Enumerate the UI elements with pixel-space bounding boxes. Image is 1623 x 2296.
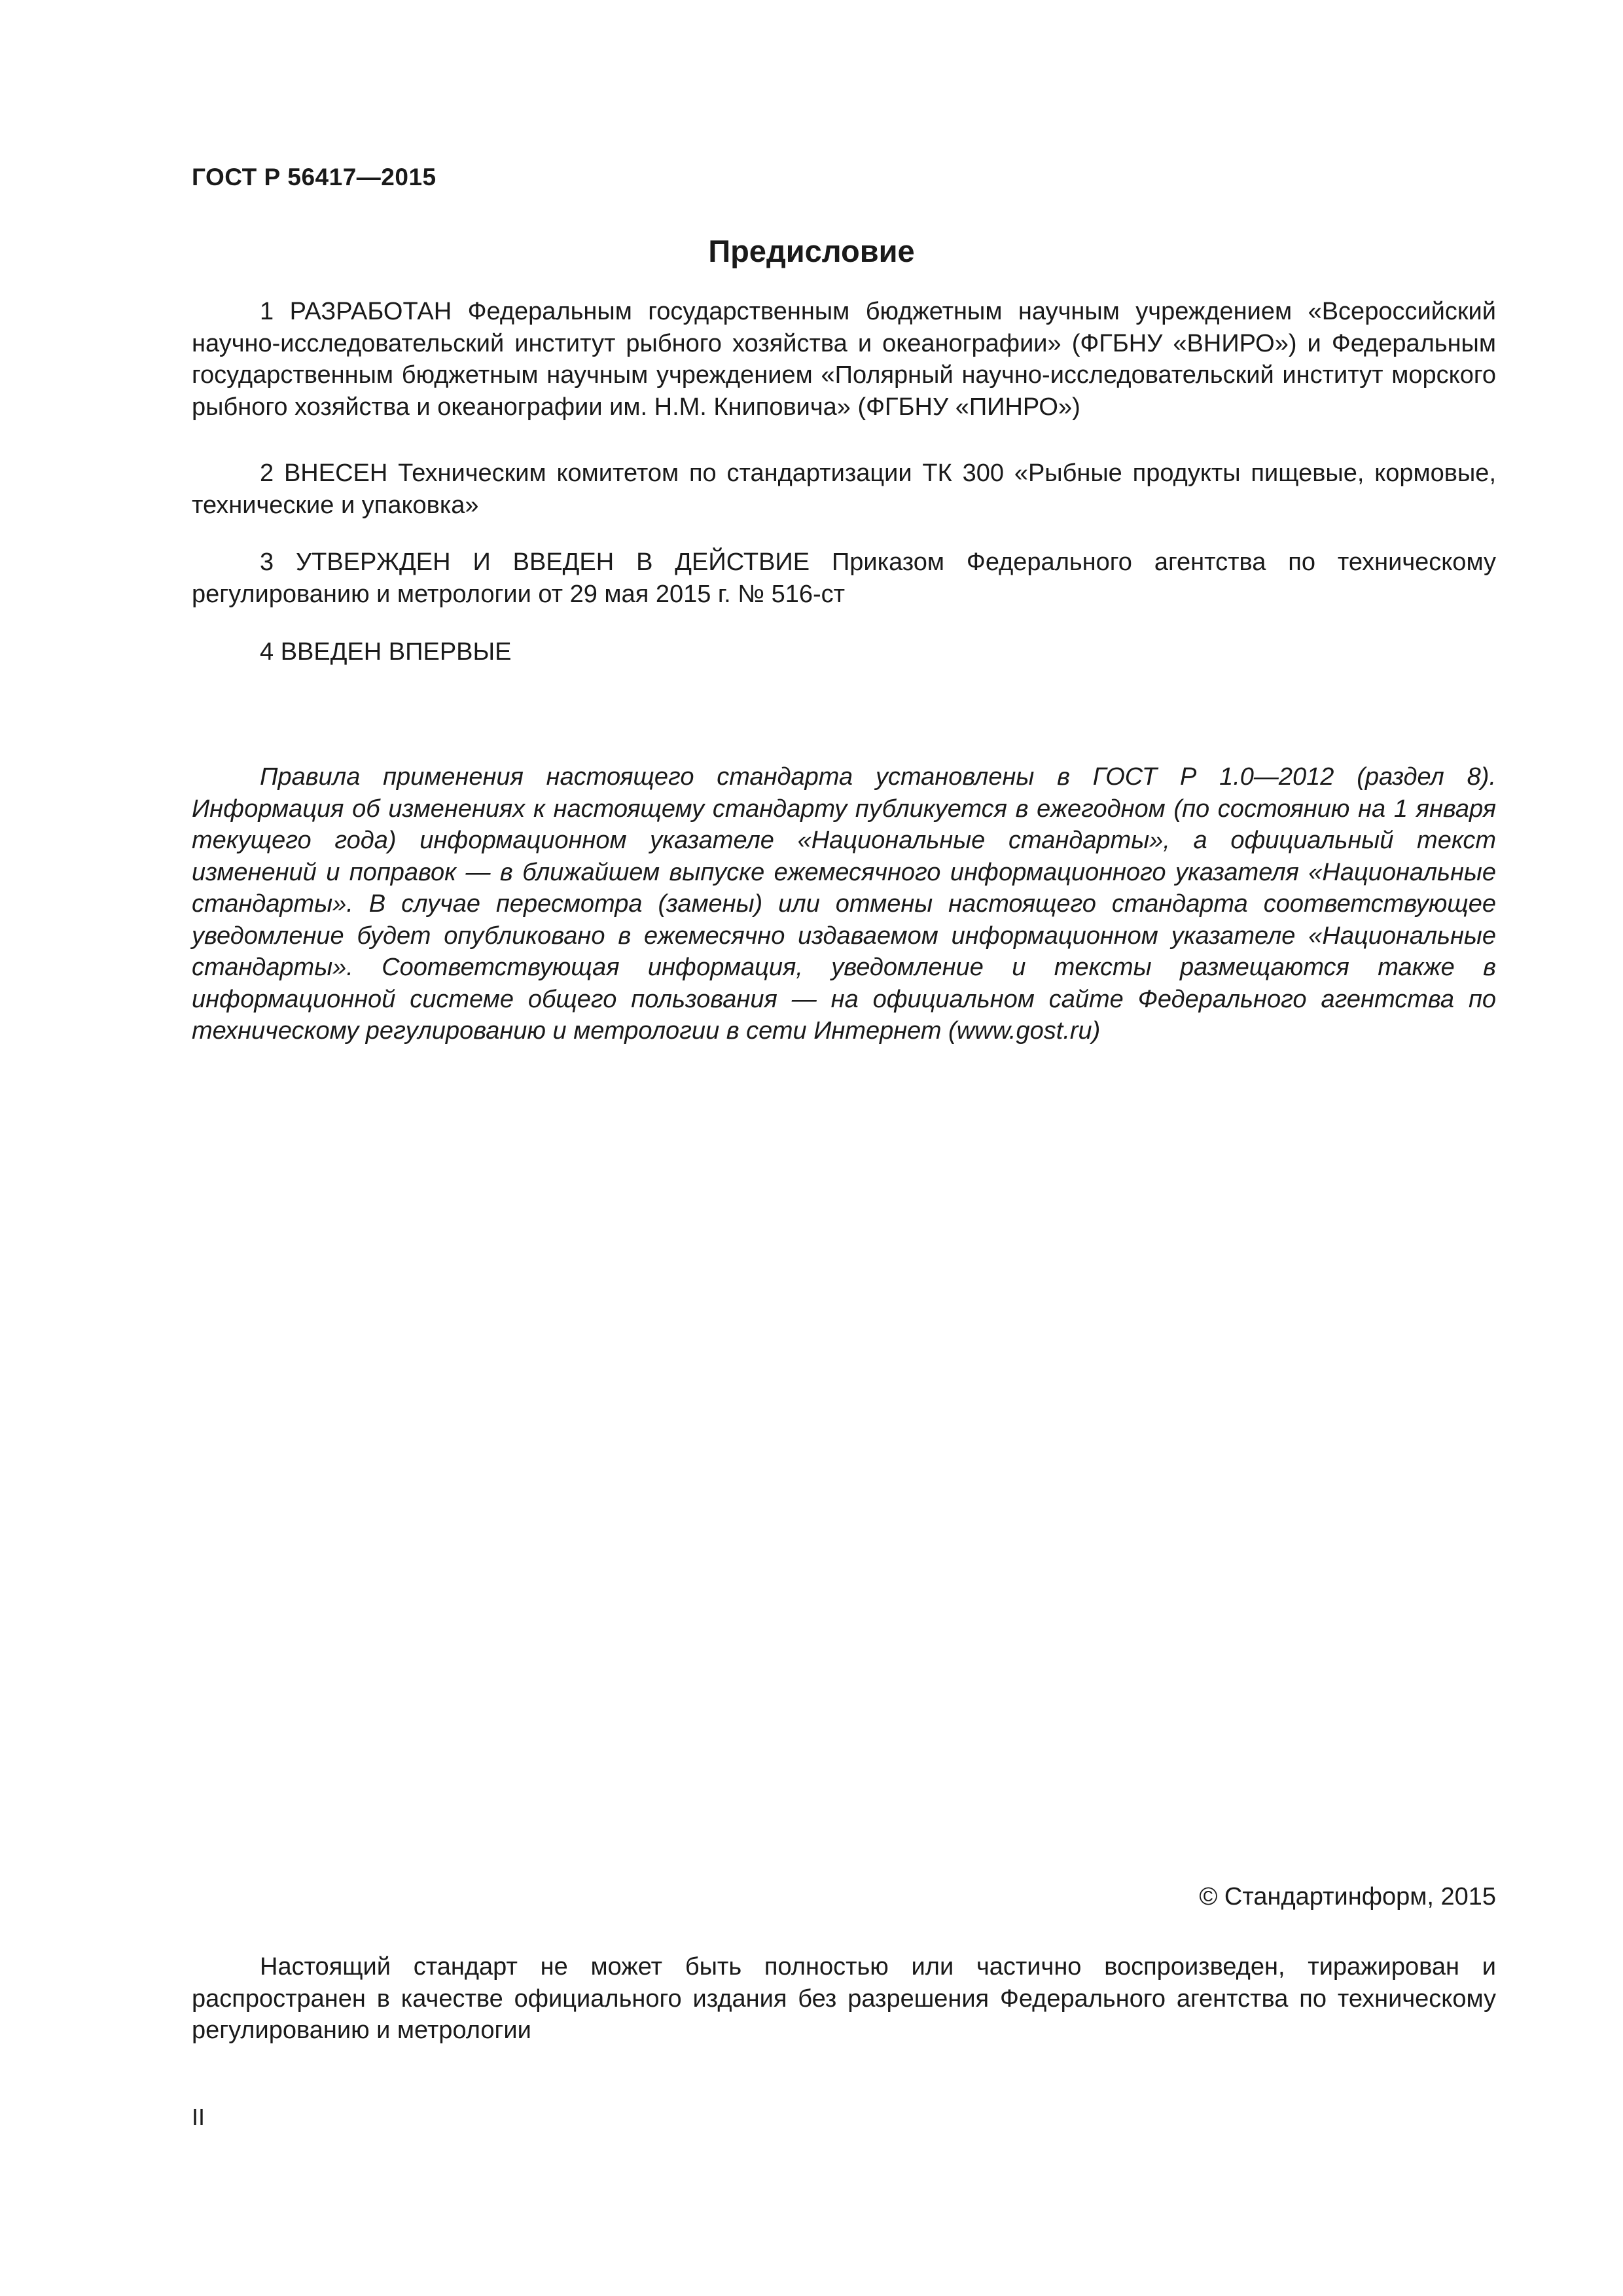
rules-note: Правила применения настоящего стандарта установлены в ГОСТ Р 1.0—2012 (раздел 8). Информация об изменениях к настоящему стандарту публикуется в ежегодном (по состоянию на 1 января текущего года) информационном указателе «Национальные стандарты», а официальный текст изменений и поправок — в ближайшем выпуске ежемесячного информационного указателя «Национальные стандарты». В случае пересмотра (замены) или отмены настоящего стандарта соответствующее уведомление будет опубликовано в ежемесячно издаваемом информационном указателе «Национальные стандарты». Соответствующая информация, уведомление и тексты размещаются также в информационной системе общего пользования — на официальном сайте Федерального агентства по техническому регулированию и метрологии в сети Интернет (www.gost.ru) — [192, 763, 1496, 1045]
document-code: ГОСТ Р 56417—2015 — [192, 164, 437, 190]
page-number: II — [192, 2104, 205, 2130]
section-title: Предисловие — [708, 234, 915, 268]
reproduction-notice: Настоящий стандарт не может быть полностью или частично воспроизведен, тиражирован и распространен в качестве официального издания без разрешения Федерального агентства по техническому регулированию и метрологии — [192, 1953, 1496, 2044]
copyright-notice: © Стандартинформ, 2015 — [1199, 1883, 1496, 1910]
foreword-item-submitted: 2 ВНЕСЕН Техническим комитетом по стандартизации ТК 300 «Рыбные продукты пищевые, кормовые, технические и упаковка» — [192, 459, 1496, 519]
foreword-item-developed: 1 РАЗРАБОТАН Федеральным государственным бюджетным научным учреждением «Всероссийский научно-исследовательский институт рыбного хозяйства и океанографии» (ФГБНУ «ВНИРО») и Федеральным государственным бюджетным научным учреждением «Полярный научно-исследовательский институт морского рыбного хозяйства и океанографии им. Н.М. Книповича» (ФГБНУ «ПИНРО») — [192, 298, 1496, 421]
foreword-item-introduced: 4 ВВЕДЕН ВПЕРВЫЕ — [260, 638, 512, 666]
foreword-item-approved: 3 УТВЕРЖДЕН И ВВЕДЕН В ДЕЙСТВИЕ Приказом Федерального агентства по техническому регулированию и метрологии от 29 мая 2015 г. № 516-ст — [192, 548, 1496, 608]
